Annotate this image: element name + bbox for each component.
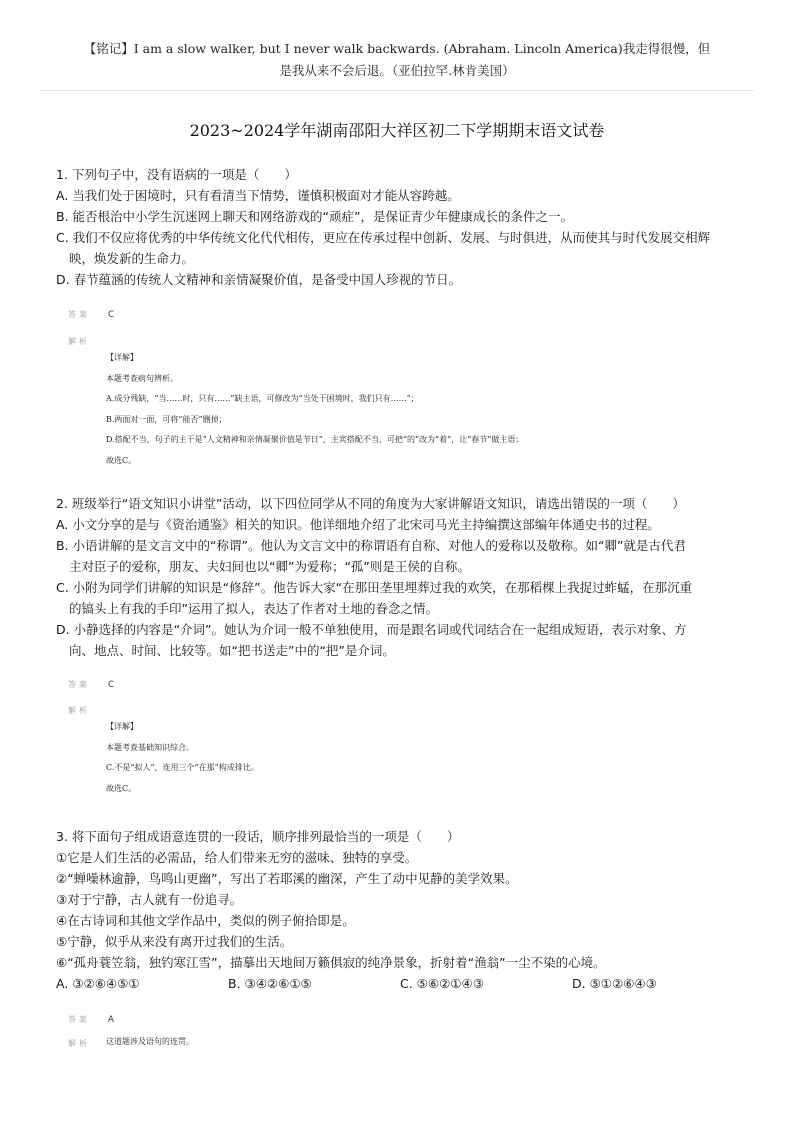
analysis-label: 解析 — [68, 706, 90, 715]
analysis-label: 解析 — [68, 337, 90, 346]
answer-row-2 — [68, 679, 114, 690]
analysis-1 — [106, 348, 746, 471]
analysis-2 — [106, 717, 746, 799]
analysis-line: 本题考查病句辨析。 — [106, 373, 178, 383]
analysis-line: 故选C。 — [106, 783, 137, 793]
analysis-line: A.成分残缺，“当……时，只有……”缺主语，可修改为“当处于困境时，我们只有……”； — [106, 394, 419, 403]
answer-label: 答案 — [68, 310, 90, 319]
sentence-2: ②“蝉噪林逾静，鸟鸣山更幽”，写出了若耶溪的幽深，产生了动中见静的美学效果。 — [56, 871, 518, 886]
question-1 — [56, 164, 746, 290]
page-title: 2023~2024学年湖南邵阳大祥区初二下学期期末语文试卷 — [189, 121, 605, 140]
question-stem: 2. 班级举行“语文知识小讲堂”活动，以下四位同学从不同的角度为大家讲解语文知识，请选出错误的一项（ ） — [56, 496, 685, 511]
answer-label: 答案 — [68, 1015, 90, 1024]
motto-header — [40, 38, 754, 82]
option-c-continued: 映，焕发新的生命力。 — [69, 251, 195, 266]
choice-c: C. ⑤⑥②①④③ — [400, 976, 484, 991]
answer-value: A — [108, 1014, 114, 1025]
analysis-line: 【详解】 — [106, 722, 138, 731]
question-stem: 3. 将下面句子组成语意连贯的一段话，顺序排列最恰当的一项是（ ） — [56, 829, 460, 844]
choice-d: D. ⑤①②⑥④③ — [572, 976, 657, 991]
option-d: D. 小静选择的内容是“介词”。她认为介词一般不单独使用，而是跟名词或代词结合在一起组成短语，表示对象、方 — [56, 622, 687, 637]
choice-b: B. ③④②⑥①⑤ — [228, 976, 312, 991]
question-2 — [56, 493, 746, 661]
question-3 — [56, 826, 746, 994]
option-d-continued: 向、地点、时间、比较等。如“把书送走”中的“把”是介词。 — [69, 643, 395, 658]
option-b: B. 能否根治中小学生沉迷网上聊天和网络游戏的“顽症”，是保证青少年健康成长的条件之一。 — [56, 209, 573, 224]
answer-row-3 — [68, 1014, 114, 1025]
analysis-line: 故选C。 — [106, 455, 137, 465]
header-divider — [40, 90, 754, 91]
choice-a: A. ③②⑥④⑤① — [56, 976, 140, 991]
sentence-6: ⑥“孤舟蓑笠翁，独钓寒江雪”，描摹出天地间万籁俱寂的纯净景象，折射着“渔翁”一尘不染的心境。 — [56, 955, 606, 970]
question-stem: 1. 下列句子中，没有语病的一项是（ ） — [56, 167, 297, 182]
option-c-continued: 的镐头上有我的手印”运用了拟人，表达了作者对土地的眷念之情。 — [69, 601, 438, 616]
option-d: D. 春节蕴涵的传统人文精神和亲情凝聚价值，是备受中国人珍视的节日。 — [56, 272, 462, 287]
option-b: B. 小语讲解的是文言文中的“称谓”。他认为文言文中的称谓语有自称、对他人的爱称以及敬称。如“卿”就是古代君 — [56, 538, 686, 553]
analysis-line: C.不是“拟人”，连用三个“在那”构成排比。 — [106, 763, 259, 772]
answer-label: 答案 — [68, 680, 90, 689]
option-a: A. 当我们处于困境时，只有看清当下情势，谨慎积极面对才能从容跨越。 — [56, 188, 460, 203]
choices-row — [56, 973, 746, 994]
sentence-4: ④在古诗词和其他文学作品中，类似的例子俯拾即是。 — [56, 913, 355, 928]
analysis-3: 这道题涉及语句的连贯。 — [106, 1037, 194, 1046]
option-b-continued: 主对臣子的爱称，朋友、夫妇间也以“卿”为爱称；“孤”则是王侯的自称。 — [69, 559, 470, 574]
motto-line-1: 【铭记】I am a slow walker, but I never walk backwards. (Abraham. Lincoln America)我走得很慢，但 — [83, 41, 711, 56]
sentence-1: ①它是人们生活的必需品，给人们带来无穷的滋味、独特的享受。 — [56, 850, 418, 865]
analysis-line: D.搭配不当，句子的主干是“人文精神和亲情凝聚价值是节日”，主宾搭配不当，可把“的”改为“着”，让“春节”做主语； — [106, 435, 524, 444]
option-c: C. 我们不仅应将优秀的中华传统文化代代相传，更应在传承过程中创新、发展、与时俱进，从而使其与时代发展交相辉 — [56, 230, 711, 245]
sentence-3: ③对于宁静，古人就有一份追寻。 — [56, 892, 243, 907]
motto-line-2: 是我从来不会后退。（亚伯拉罕.林肯美国） — [279, 63, 515, 78]
answer-row-1 — [68, 309, 114, 320]
analysis-line: 本题考查基础知识综合。 — [106, 742, 194, 752]
answer-value: C — [108, 679, 114, 690]
option-a: A. 小文分享的是与《资治通鉴》相关的知识。他详细地介绍了北宋司马光主持编撰这部编年体通史书的过程。 — [56, 517, 660, 532]
analysis-line: 【详解】 — [106, 353, 138, 362]
analysis-line: B.两面对一面，可将“能否”删掉； — [106, 414, 227, 424]
option-c: C. 小附为同学们讲解的知识是“修辞”。他告诉大家“在那田垄里埋葬过我的欢笑，在那稻棵上我捉过蚱蜢，在那沉重 — [56, 580, 693, 595]
sentence-5: ⑤宁静，似乎从来没有离开过我们的生活。 — [56, 934, 293, 949]
analysis-label: 解析 — [68, 1039, 90, 1048]
answer-value: C — [108, 309, 114, 320]
